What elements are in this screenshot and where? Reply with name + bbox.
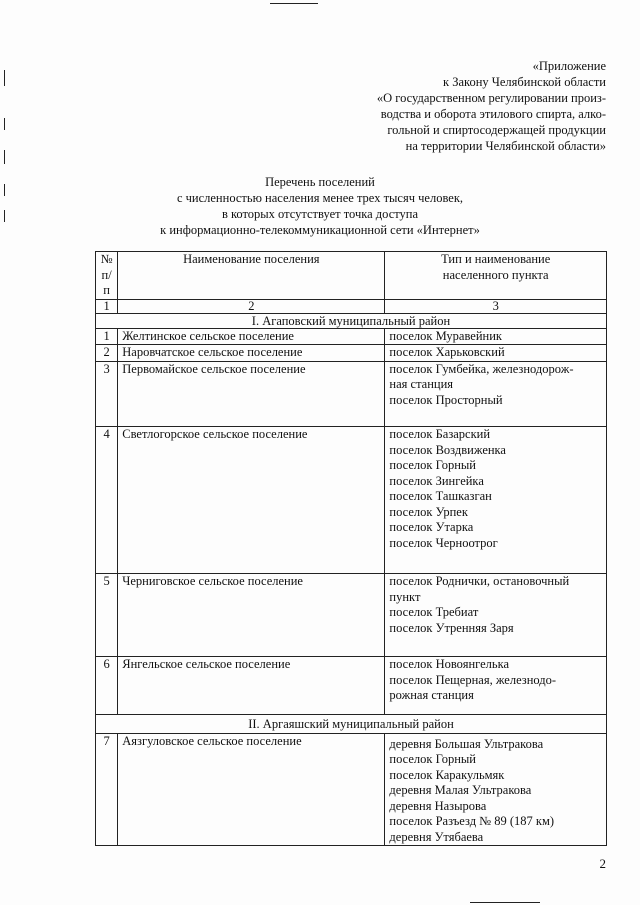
locality: пункт xyxy=(389,589,421,604)
table-header-row xyxy=(96,252,607,300)
header-settlement-name: Наименование поселения xyxy=(118,252,385,300)
locality: поселок Базарский xyxy=(389,427,491,441)
locality: поселок Муравейник xyxy=(389,328,502,343)
district-title: II. Аргаяшский муниципальный район xyxy=(96,714,607,733)
locality: поселок Воздвиженка xyxy=(389,442,506,457)
locality: деревня Назырова xyxy=(389,798,487,813)
locality: поселок Разъезд № 89 (187 км) xyxy=(389,814,555,828)
locality: деревня Малая Ультракова xyxy=(389,783,532,797)
settlement-name: Наровчатское сельское поселение xyxy=(118,345,385,362)
settlement-name: Первомайское сельское поселение xyxy=(118,361,385,427)
locality: поселок Новоянгелька xyxy=(389,657,510,671)
locality: поселок Гумбейка, железнодорож- xyxy=(389,361,574,376)
title-line: к информационно-телекоммуникационной сети «Интернет» xyxy=(160,223,480,237)
locality: рожная станция xyxy=(389,688,474,702)
district-row xyxy=(96,714,607,733)
localities-cell xyxy=(385,574,607,657)
appendix-line: «О государственном регулировании произ- xyxy=(376,91,606,105)
row-number: 3 xyxy=(96,361,118,427)
locality: поселок Утренняя Заря xyxy=(389,620,514,635)
row-number: 7 xyxy=(96,733,118,846)
locality: поселок Просторный xyxy=(389,392,503,407)
localities-cell xyxy=(385,345,607,362)
localities-cell xyxy=(385,361,607,427)
title-line: в которых отсутствует точка доступа xyxy=(221,207,419,221)
locality: поселок Утарка xyxy=(389,520,474,534)
title-line: с численностью населения менее трех тысяч человек, xyxy=(176,191,464,205)
table-row xyxy=(96,328,607,345)
locality: поселок Роднички, остановочный xyxy=(389,574,570,588)
row-number: 1 xyxy=(96,328,118,345)
table-row xyxy=(96,733,607,846)
document-title xyxy=(0,174,640,238)
localities-cell xyxy=(385,657,607,715)
locality: поселок Харьковский xyxy=(389,345,505,359)
settlement-name: Черниговское сельское поселение xyxy=(118,574,385,657)
table-row xyxy=(96,657,607,715)
locality: поселок Пещерная, железнодо- xyxy=(389,672,557,687)
locality: деревня Утябаева xyxy=(389,829,484,844)
locality: поселок Горный xyxy=(389,752,476,766)
row-number: 4 xyxy=(96,427,118,574)
row-number: 6 xyxy=(96,657,118,715)
appendix-line: водства и оборота этилового спирта, алко- xyxy=(380,107,606,121)
title-line: Перечень поселений xyxy=(265,175,375,189)
appendix-header xyxy=(286,58,606,154)
page-number: 2 xyxy=(599,856,606,871)
header-number: № п/п xyxy=(96,252,118,300)
table-body xyxy=(96,299,607,846)
settlement-name: Янгельское сельское поселение xyxy=(118,657,385,715)
district-row xyxy=(96,313,607,328)
appendix-line: гольной и спиртосодержащей продукции xyxy=(387,123,606,137)
appendix-line: «Приложение xyxy=(532,59,606,73)
table-row xyxy=(96,574,607,657)
locality: деревня Большая Ультракова xyxy=(389,736,544,751)
column-number: 2 xyxy=(118,299,385,313)
locality: поселок Зингейка xyxy=(389,473,484,488)
locality: поселок Горный xyxy=(389,458,476,472)
column-numbers-row xyxy=(96,299,607,313)
scan-mark xyxy=(4,70,5,86)
column-number: 1 xyxy=(96,299,118,313)
locality: поселок Требиат xyxy=(389,605,479,619)
locality: поселок Урпек xyxy=(389,504,468,519)
localities-cell xyxy=(385,733,607,846)
row-number: 2 xyxy=(96,345,118,362)
header-locality-type: Тип и наименование населенного пункта xyxy=(385,252,607,300)
column-number: 3 xyxy=(385,299,607,313)
appendix-line: на территории Челябинской области» xyxy=(405,139,606,153)
row-number: 5 xyxy=(96,574,118,657)
district-title: I. Агаповский муниципальный район xyxy=(96,313,607,328)
settlement-name: Аязгуловское сельское поселение xyxy=(118,733,385,846)
locality: поселок Каракульмяк xyxy=(389,767,505,782)
localities-cell xyxy=(385,427,607,574)
locality: поселок Черноотрог xyxy=(389,535,498,550)
table-row xyxy=(96,361,607,427)
localities-cell xyxy=(385,328,607,345)
locality: ная станция xyxy=(389,377,454,391)
table-row xyxy=(96,345,607,362)
table-row xyxy=(96,427,607,574)
settlements-table xyxy=(95,251,607,846)
settlement-name: Светлогорское сельское поселение xyxy=(118,427,385,574)
scan-mark xyxy=(270,3,318,4)
locality: поселок Ташказган xyxy=(389,489,492,503)
scan-mark xyxy=(470,902,540,903)
appendix-line: к Закону Челябинской области xyxy=(443,75,606,89)
scan-mark xyxy=(4,150,5,164)
settlement-name: Желтинское сельское поселение xyxy=(118,328,385,345)
scan-mark xyxy=(4,118,5,130)
